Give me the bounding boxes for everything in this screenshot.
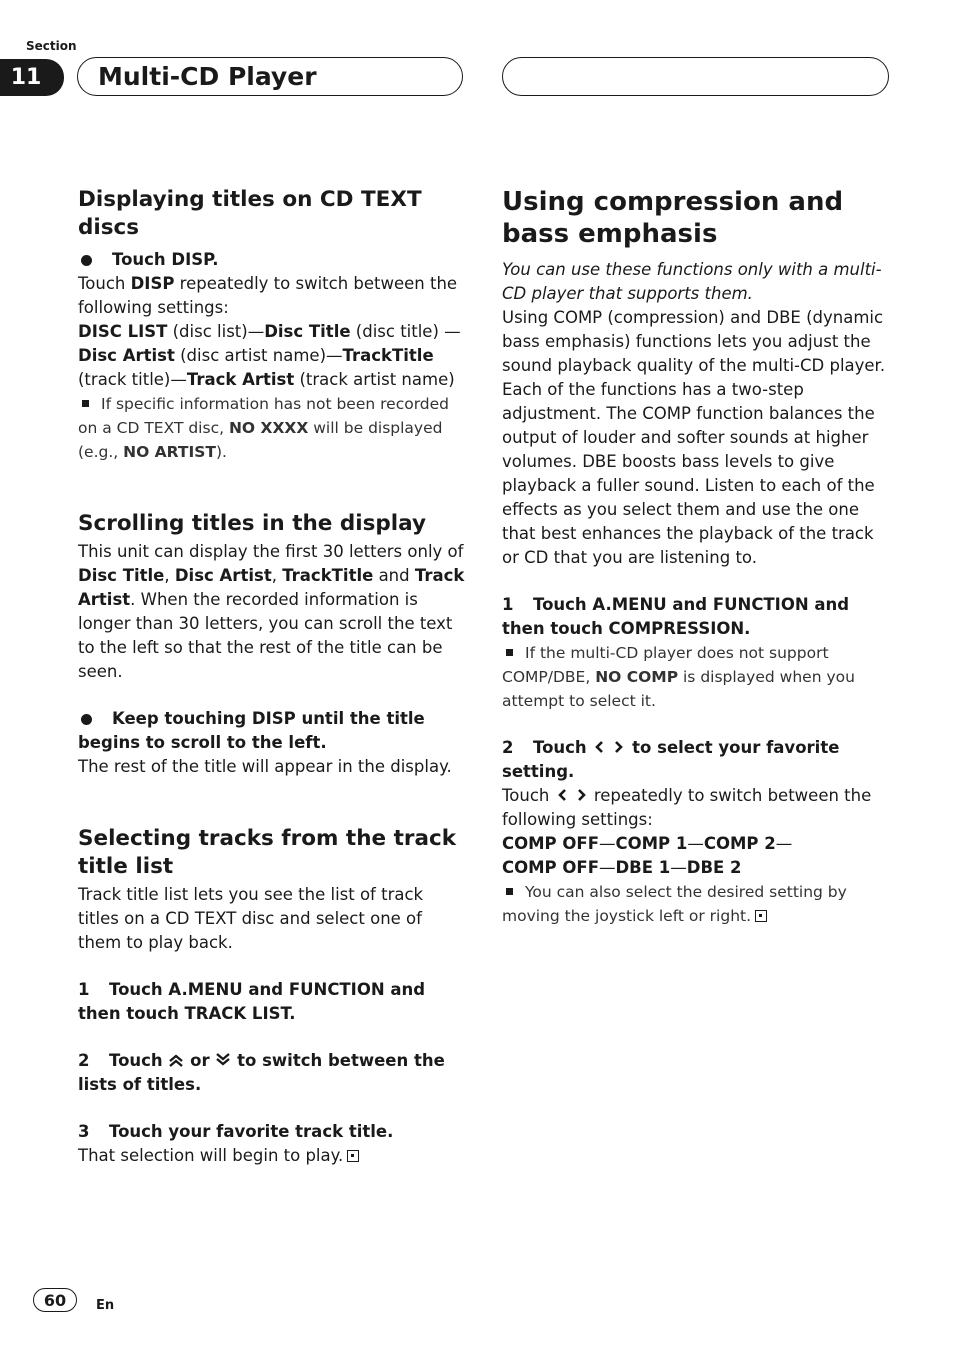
intro-italic: You can use these functions only with a multi-CD player that supports them.: [502, 260, 882, 303]
note-square-icon: [82, 400, 89, 407]
step-1: 1 Touch A.MENU and FUNCTION and then touch TRACK LIST.: [78, 980, 426, 1023]
bullet-icon: [81, 714, 92, 725]
end-of-section-icon: [755, 910, 767, 922]
chapter-title-box-empty: [502, 57, 889, 96]
note-square-icon: [506, 888, 513, 895]
double-up-chevron-icon: [168, 1053, 184, 1067]
language-label: En: [96, 1298, 115, 1313]
left-right-chevrons-icon: [592, 740, 626, 754]
paragraph: Using COMP (compression) and DBE (dynamic bass emphasis) functions lets you adjust the sound playback quality of the multi-CD player. Each of the functions has a two-step adjustment. The COMP function balances the output of louder and softer sounds at higher volumes. DBE boosts bass levels to give playback a fuller sound. Listen to each of the effects as you select them and use the one that best enhances the playback of the track or CD that you are listening to.: [502, 308, 886, 567]
paragraph: That selection will begin to play.: [78, 1144, 466, 1168]
step-2: 2 Touch or to switch between the lists of titles.: [78, 1051, 445, 1094]
note-square-icon: [506, 649, 513, 656]
heading-displaying-titles: Displaying titles on CD TEXT discs: [78, 187, 422, 240]
left-column: [78, 186, 466, 1168]
page-number: 60: [33, 1288, 77, 1312]
step-3: 3 Touch your favorite track title.: [78, 1122, 394, 1141]
step-1: 1 Touch A.MENU and FUNCTION and then touch COMPRESSION.: [502, 595, 850, 638]
paragraph: Touch repeatedly to switch between the following settings:: [502, 786, 872, 829]
left-right-chevrons-icon: [555, 788, 589, 802]
section-number-badge: 11: [0, 59, 64, 96]
step-2: 2 Touch to select your favorite setting.: [502, 738, 840, 781]
bullet-icon: [81, 255, 92, 266]
heading-compression-bass: Using compression and bass emphasis: [502, 187, 844, 249]
chapter-title: Multi-CD Player: [77, 57, 463, 96]
paragraph: This unit can display the first 30 letters only of Disc Title, Disc Artist, TrackTitle and Track Artist. When the recorded information is longer than 30 letters, you can scroll the text to the left so that the rest of the title can be seen.: [78, 542, 465, 681]
end-of-section-icon: [347, 1150, 359, 1162]
note: If the multi-CD player does not support COMP/DBE, NO COMP is displayed when you attempt to select it.: [502, 644, 855, 710]
settings-list-dbe: COMP OFF—DBE 1—DBE 2: [502, 858, 742, 877]
heading-selecting-tracks: Selecting tracks from the track title list: [78, 826, 457, 879]
settings-list: DISC LIST (disc list)—Disc Title (disc title) —Disc Artist (disc artist name)—TrackTitle (track title)—Track Artist (track artist name): [78, 322, 461, 389]
paragraph: Track title list lets you see the list of track titles on a CD TEXT disc and select one of them to play back.: [78, 885, 424, 952]
double-down-chevron-icon: [215, 1053, 231, 1067]
heading-scrolling-titles: Scrolling titles in the display: [78, 511, 427, 536]
step-touch-disp: [78, 248, 466, 272]
section-label: Section: [26, 39, 77, 53]
step-text: Touch DISP.: [112, 250, 219, 269]
paragraph: Touch DISP repeatedly to switch between the following settings:: [78, 274, 458, 317]
note: If specific information has not been recorded on a CD TEXT disc, NO XXXX will be displayed (e.g., NO ARTIST).: [78, 395, 450, 461]
settings-list-comp: COMP OFF—COMP 1—COMP 2—: [502, 834, 793, 853]
step-keep-touching-disp: Keep touching DISP until the title begins to scroll to the left.: [78, 709, 425, 752]
note: You can also select the desired setting by moving the joystick left or right.: [502, 883, 847, 925]
right-column: [502, 186, 892, 928]
paragraph: The rest of the title will appear in the display.: [78, 757, 452, 776]
